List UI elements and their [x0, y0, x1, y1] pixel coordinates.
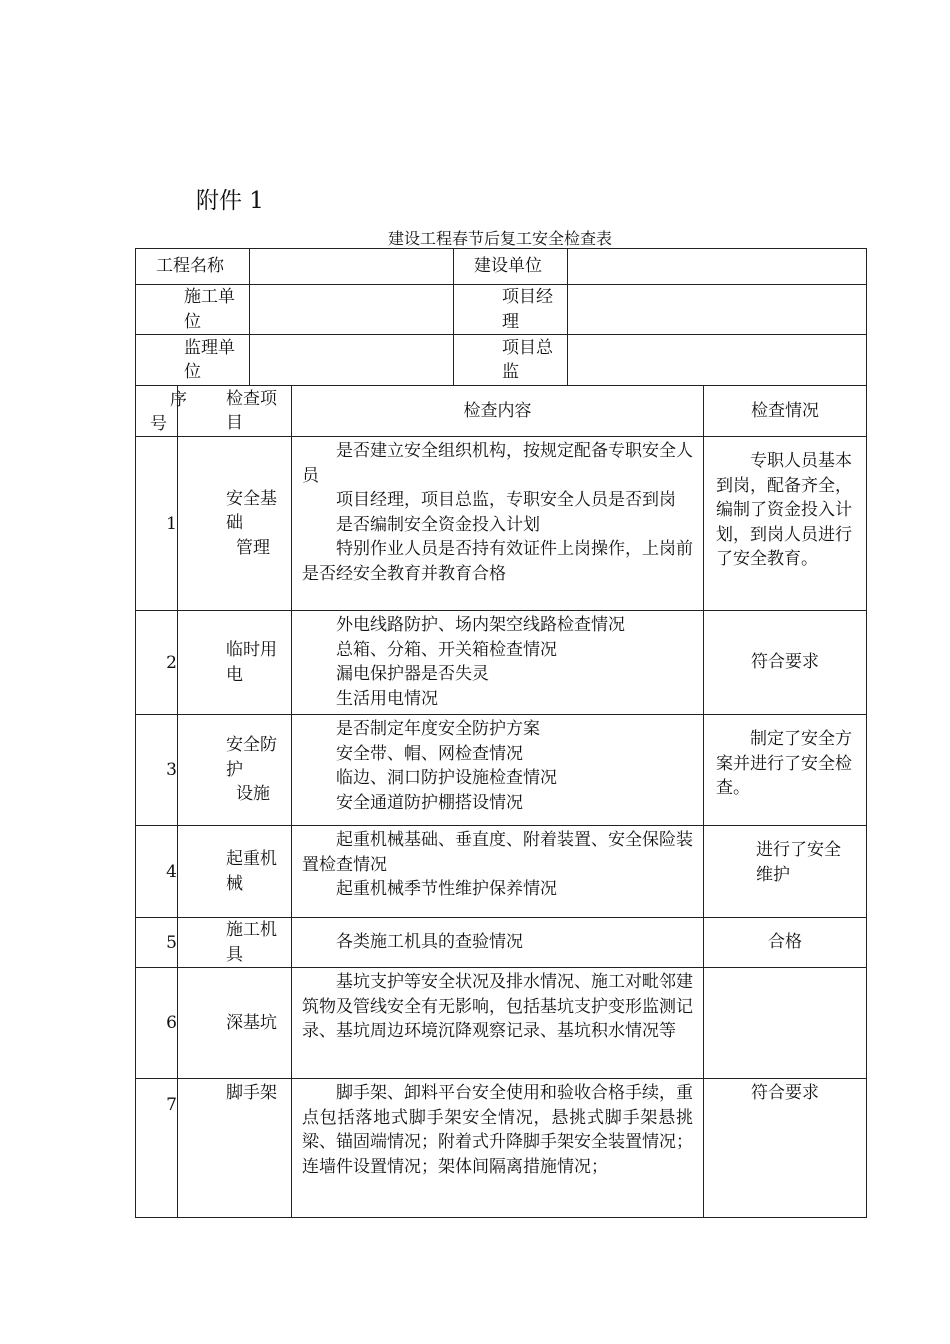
row-number: 2	[136, 611, 178, 715]
row-number: 6	[136, 968, 178, 1079]
table-row	[136, 611, 867, 715]
builder-unit-label: 建设单位	[454, 249, 568, 285]
row-status: 符合要求	[704, 1079, 867, 1218]
row-content: 基坑支护等安全状况及排水情况、施工对毗邻建筑物及管线安全有无影响，包括基坑支护变形监测记录、基坑周边环境沉降观察记录、基坑积水情况等	[292, 968, 704, 1079]
row-item: 深基坑	[178, 968, 292, 1079]
table-row	[136, 1079, 867, 1218]
project-manager-value	[568, 285, 867, 335]
row-status: 进行了安全维护	[704, 826, 867, 918]
attachment-label: 附件 1	[196, 188, 264, 214]
table-row	[136, 918, 867, 968]
info-row-1	[136, 249, 867, 285]
row-content: 外电线路防护、场内架空线路检查情况 总箱、分箱、开关箱检查情况 漏电保护器是否失灵 生活用电情况	[292, 611, 704, 715]
document-title: 建设工程春节后复工安全检查表	[387, 229, 612, 248]
row-content: 各类施工机具的查验情况	[292, 918, 704, 968]
row-content: 脚手架、卸料平台安全使用和验收合格手续，重点包括落地式脚手架安全情况，悬挑式脚手架悬挑梁、锚固端情况；附着式升降脚手架安全装置情况；连墙件设置情况；架体间隔离措施情况；	[292, 1079, 704, 1218]
row-number: 4	[136, 826, 178, 918]
row-status	[704, 968, 867, 1079]
header-content: 检查内容	[292, 386, 704, 437]
row-item: 起重机械	[178, 826, 292, 918]
row-item: 安全基础 管理	[178, 437, 292, 611]
row-content: 是否制定年度安全防护方案 安全带、帽、网检查情况 临边、洞口防护设施检查情况 安全通道防护棚搭设情况	[292, 715, 704, 826]
row-item: 脚手架	[178, 1079, 292, 1218]
row-item: 安全防护 设施	[178, 715, 292, 826]
header-seq: 序 号	[136, 386, 178, 437]
row-number: 3	[136, 715, 178, 826]
table-row	[136, 826, 867, 918]
row-number: 5	[136, 918, 178, 968]
supervision-unit-label: 监理单位	[136, 335, 250, 386]
builder-unit-value	[568, 249, 867, 285]
table-row	[136, 968, 867, 1079]
table-row	[136, 715, 867, 826]
row-content: 起重机械基础、垂直度、附着装置、安全保险装置检查情况 起重机械季节性维护保养情况	[292, 826, 704, 918]
project-manager-label: 项目经理	[454, 285, 568, 335]
chief-supervisor-label: 项目总监	[454, 335, 568, 386]
supervision-unit-value	[250, 335, 454, 386]
row-item: 临时用电	[178, 611, 292, 715]
info-row-2	[136, 285, 867, 335]
row-status: 符合要求	[704, 611, 867, 715]
header-status: 检查情况	[704, 386, 867, 437]
table-header-row	[136, 386, 867, 437]
project-name-value	[250, 249, 454, 285]
row-item: 施工机具	[178, 918, 292, 968]
inspection-table	[135, 385, 867, 1218]
construction-unit-value	[250, 285, 454, 335]
table-row	[136, 437, 867, 611]
row-number: 7	[136, 1079, 178, 1218]
header-item: 检查项目	[178, 386, 292, 437]
construction-unit-label: 施工单位	[136, 285, 250, 335]
row-status: 专职人员基本到岗，配备齐全，编制了资金投入计划，到岗人员进行了安全教育。	[704, 437, 867, 611]
row-status: 合格	[704, 918, 867, 968]
row-status: 制定了安全方案并进行了安全检查。	[704, 715, 867, 826]
chief-supervisor-value	[568, 335, 867, 386]
row-number: 1	[136, 437, 178, 611]
project-name-label: 工程名称	[136, 249, 250, 285]
row-content: 是否建立安全组织机构，按规定配备专职安全人员 项目经理，项目总监，专职安全人员是否到岗 是否编制安全资金投入计划 特别作业人员是否持有效证件上岗操作，上岗前是否经安全教育并教育合格	[292, 437, 704, 611]
info-row-3	[136, 335, 867, 386]
project-info-table	[135, 248, 867, 386]
